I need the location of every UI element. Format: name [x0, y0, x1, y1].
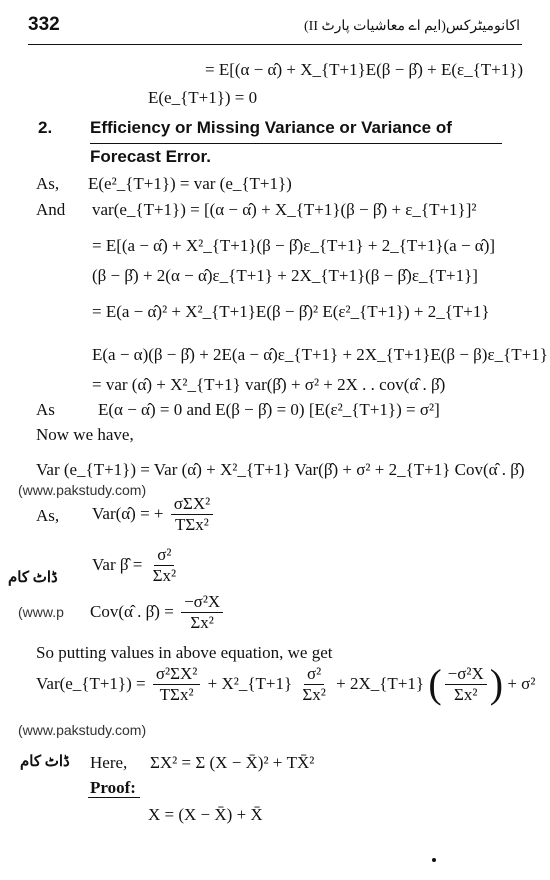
equation-expansion-3: = E(a − α̂)² + X²_{T+1}E(β − β̂)² E(ε²_{T+1}) + 2_{T+1} [92, 302, 490, 321]
final-term2-denominator: Σx² [302, 684, 326, 704]
equation-forecast-variance: Var (e_{T+1}) = Var (α̂) + X²_{T+1} Var(β̂) + σ² + 2_{T+1} Cov(α̂ . β̂) [36, 460, 525, 479]
running-head: اکانومیٹرکس(ایم اے معاشیات پارٹ II) [303, 19, 520, 34]
cov-denominator: Σx² [190, 612, 214, 632]
final-term3-numerator: −σ²X [445, 664, 487, 685]
var-beta-denominator: Σx² [152, 565, 177, 585]
equation-var-beta [92, 545, 182, 585]
final-plus1: + X²_{T+1} [207, 674, 293, 694]
final-term3 [445, 664, 487, 704]
proof-rule [88, 797, 140, 798]
var-alpha-fraction [171, 494, 213, 534]
stray-dot [432, 858, 436, 862]
label-as: As, [36, 174, 60, 193]
final-lhs: Var(e_{T+1}) = [36, 674, 146, 694]
final-term2 [299, 664, 329, 704]
var-alpha-denominator: TΣx² [175, 514, 209, 534]
equation-expansion-2: (β − β̂) + 2(α − α̂)ε_{T+1} + 2X_{T+1}(β − β̂)ε_{T+1}] [92, 266, 478, 285]
final-right-paren: ) [489, 661, 504, 707]
equation-expected-sq-error: E(e²_{T+1}) = var (e_{T+1}) [88, 174, 292, 193]
equation-proof: X = (X − X̄) + X̄ [148, 805, 263, 824]
equation-sum-x-squared: ΣX² = Σ (X − X̄)² + TX̄² [150, 753, 315, 772]
equation-variance-def: var(e_{T+1}) = [(α − α̂) + X_{T+1}(β − β̂) + ε_{T+1}]² [92, 200, 477, 219]
watermark-url-3: (www.pakstudy.com) [18, 722, 147, 738]
watermark-url-2: (www.p [18, 604, 64, 620]
final-left-paren: ( [428, 661, 442, 707]
equation-conditions: E(α − α̂) = 0 and E(β − β̂) = 0) [E(ε²_{T+1}) = σ²] [98, 400, 440, 419]
watermark-urdu-1: ڈاٹ کام [8, 570, 58, 586]
section-heading-cont: Forecast Error. [90, 147, 211, 166]
label-and: And [36, 200, 66, 219]
final-term1-denominator: TΣx² [159, 684, 194, 704]
var-beta-fraction [150, 545, 180, 585]
label-proof: Proof: [90, 778, 136, 797]
var-beta-lhs: Var β̂ = [92, 555, 143, 575]
text-putting-values: So putting values in above equation, we get [36, 643, 333, 662]
label-as-2: As [36, 400, 55, 419]
cov-numerator: −σ²X [181, 592, 223, 613]
equation-final-variance [36, 661, 536, 707]
final-tail: + σ² [507, 674, 536, 694]
watermark-urdu-2: ڈاٹ کام [20, 754, 70, 770]
equation-expansion-4: E(a − α)(β − β̂) + 2E(a − α̂)ε_{T+1} + 2X_{T+1}E(β − β)ε_{T+1} [92, 345, 548, 364]
final-term1 [153, 664, 201, 704]
page-number: 332 [28, 14, 60, 35]
section-number: 2. [38, 118, 53, 137]
equation-var-alpha [92, 494, 216, 534]
var-alpha-lhs: Var(α̂) = + [92, 504, 164, 524]
label-here: Here, [90, 753, 128, 772]
label-as-3: As, [36, 506, 60, 525]
equation-expansion-5: = var (α̂) + X²_{T+1} var(β̂) + σ² + 2X . . cov(α̂ . β̂) [92, 375, 446, 394]
header-rule [28, 44, 522, 45]
cov-lhs: Cov(α̂ . β̂) = [90, 602, 174, 622]
var-alpha-numerator: σΣX² [171, 494, 213, 515]
cov-fraction [181, 592, 223, 632]
equation-cov [90, 592, 226, 632]
text-now-we-have: Now we have, [36, 425, 134, 444]
var-beta-numerator: σ² [154, 545, 174, 566]
final-term2-numerator: σ² [304, 664, 324, 685]
equation-expected-error: E(e_{T+1}) = 0 [148, 88, 258, 107]
watermark-url-1: (www.pakstudy.com) [18, 482, 147, 498]
final-term1-numerator: σ²ΣX² [153, 664, 201, 685]
final-plus2: + 2X_{T+1} [336, 674, 425, 694]
section-heading: Efficiency or Missing Variance or Variance of [90, 118, 452, 137]
final-term3-denominator: Σx² [453, 684, 478, 704]
equation-expansion-1: = E[(a − α̂) + X²_{T+1}(β − β̂)ε_{T+1} + 2_{T+1}(a − α̂)] [92, 236, 496, 255]
heading-rule [90, 143, 502, 144]
equation-line-1: = E[(α − α̂) + X_{T+1}E(β − β̂) + E(ε_{T+1}) [205, 60, 524, 79]
